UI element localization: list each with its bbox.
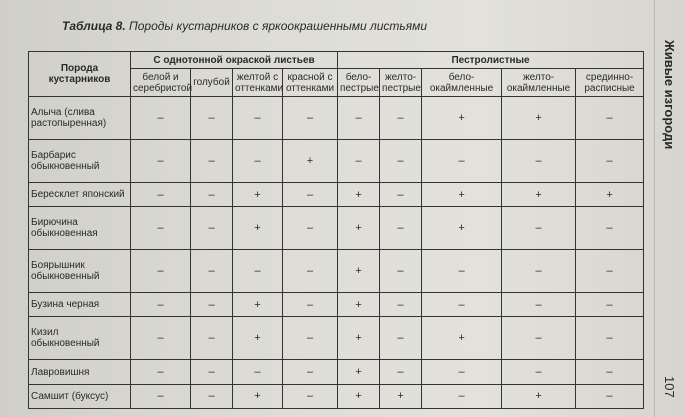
mark-cell: – (380, 293, 422, 317)
mark-cell: – (191, 384, 233, 408)
table-row (29, 293, 644, 317)
mark-cell: + (233, 207, 283, 250)
mark-cell: – (502, 250, 576, 293)
mark-cell: – (283, 317, 338, 360)
column-header: бело-пестрые (338, 69, 380, 97)
mark-cell: – (422, 293, 502, 317)
species-name: Самшит (буксус) (29, 384, 131, 408)
mark-cell: + (422, 317, 502, 360)
mark-cell: – (380, 97, 422, 140)
mark-cell: – (191, 97, 233, 140)
mark-cell: – (576, 97, 644, 140)
mark-cell: + (338, 182, 380, 206)
page-edge-line (654, 0, 655, 417)
table-row (29, 97, 644, 140)
mark-cell: + (233, 384, 283, 408)
mark-cell: – (283, 182, 338, 206)
mark-cell: – (502, 207, 576, 250)
mark-cell: – (422, 139, 502, 182)
mark-cell: – (338, 139, 380, 182)
mark-cell: – (283, 293, 338, 317)
mark-cell: – (191, 250, 233, 293)
mark-cell: + (338, 207, 380, 250)
table-row (29, 139, 644, 182)
mark-cell: – (131, 360, 191, 384)
species-name: Бересклет японский (29, 182, 131, 206)
page-number: 107 (662, 376, 677, 398)
mark-cell: + (338, 360, 380, 384)
column-header: желто-пестрые (380, 69, 422, 97)
mark-cell: – (191, 207, 233, 250)
mark-cell: – (131, 317, 191, 360)
column-header: желто-окаймленные (502, 69, 576, 97)
mark-cell: – (131, 250, 191, 293)
mark-cell: – (131, 384, 191, 408)
mark-cell: + (338, 317, 380, 360)
mark-cell: – (283, 360, 338, 384)
table-caption (62, 19, 427, 33)
mark-cell: – (380, 360, 422, 384)
table-row (29, 182, 644, 206)
column-header: голубой (191, 69, 233, 97)
mark-cell: – (576, 139, 644, 182)
mark-cell: – (380, 250, 422, 293)
species-header: Порода кустарников (29, 52, 131, 97)
mark-cell: – (131, 207, 191, 250)
table-row (29, 384, 644, 408)
species-name: Бирючина обыкновенная (29, 207, 131, 250)
mark-cell: – (283, 250, 338, 293)
mark-cell: – (191, 293, 233, 317)
mark-cell: – (502, 360, 576, 384)
mark-cell: – (131, 139, 191, 182)
running-head: Живые изгороди (662, 40, 677, 150)
mark-cell: + (502, 97, 576, 140)
shrubs-table (28, 51, 644, 409)
mark-cell: + (338, 293, 380, 317)
mark-cell: – (131, 293, 191, 317)
mark-cell: – (233, 97, 283, 140)
mark-cell: – (191, 182, 233, 206)
mark-cell: – (576, 317, 644, 360)
mark-cell: + (422, 182, 502, 206)
column-header: бело-окаймленные (422, 69, 502, 97)
group-solid-header: С однотонной окраской листьев (131, 52, 338, 69)
species-name: Бузина черная (29, 293, 131, 317)
mark-cell: – (191, 317, 233, 360)
species-name: Кизил обыкновенный (29, 317, 131, 360)
mark-cell: – (283, 207, 338, 250)
species-name: Лавровишня (29, 360, 131, 384)
mark-cell: + (233, 182, 283, 206)
mark-cell: + (502, 182, 576, 206)
mark-cell: + (422, 97, 502, 140)
mark-cell: – (576, 360, 644, 384)
mark-cell: + (338, 384, 380, 408)
column-header: желтой с оттенками (233, 69, 283, 97)
mark-cell: – (283, 384, 338, 408)
mark-cell: – (233, 139, 283, 182)
mark-cell: – (576, 384, 644, 408)
mark-cell: + (380, 384, 422, 408)
mark-cell: – (283, 97, 338, 140)
mark-cell: + (576, 182, 644, 206)
group-variegated-header: Пестролистные (338, 52, 644, 69)
mark-cell: – (576, 207, 644, 250)
mark-cell: – (422, 360, 502, 384)
table-row (29, 207, 644, 250)
caption-text: Породы кустарников с яркоокрашенными листьями (129, 19, 428, 33)
table-row (29, 317, 644, 360)
mark-cell: – (380, 139, 422, 182)
mark-cell: + (283, 139, 338, 182)
mark-cell: – (380, 317, 422, 360)
column-header: срединно-расписные (576, 69, 644, 97)
mark-cell: – (502, 293, 576, 317)
species-name: Алыча (слива растопыренная) (29, 97, 131, 140)
mark-cell: – (576, 293, 644, 317)
column-header: красной с оттенками (283, 69, 338, 97)
mark-cell: – (380, 182, 422, 206)
mark-cell: – (233, 250, 283, 293)
mark-cell: – (131, 97, 191, 140)
mark-cell: + (422, 207, 502, 250)
column-header: белой и серебристой (131, 69, 191, 97)
mark-cell: – (233, 360, 283, 384)
species-name: Барбарис обыкновенный (29, 139, 131, 182)
mark-cell: – (380, 207, 422, 250)
caption-label: Таблица 8. (62, 19, 126, 33)
mark-cell: – (502, 317, 576, 360)
mark-cell: – (338, 97, 380, 140)
table-row (29, 250, 644, 293)
mark-cell: + (338, 250, 380, 293)
mark-cell: – (191, 360, 233, 384)
mark-cell: – (131, 182, 191, 206)
mark-cell: – (191, 139, 233, 182)
mark-cell: – (502, 139, 576, 182)
mark-cell: – (576, 250, 644, 293)
mark-cell: – (422, 384, 502, 408)
table-row (29, 360, 644, 384)
mark-cell: – (422, 250, 502, 293)
species-name: Боярышник обыкновенный (29, 250, 131, 293)
mark-cell: + (233, 293, 283, 317)
mark-cell: + (502, 384, 576, 408)
mark-cell: + (233, 317, 283, 360)
